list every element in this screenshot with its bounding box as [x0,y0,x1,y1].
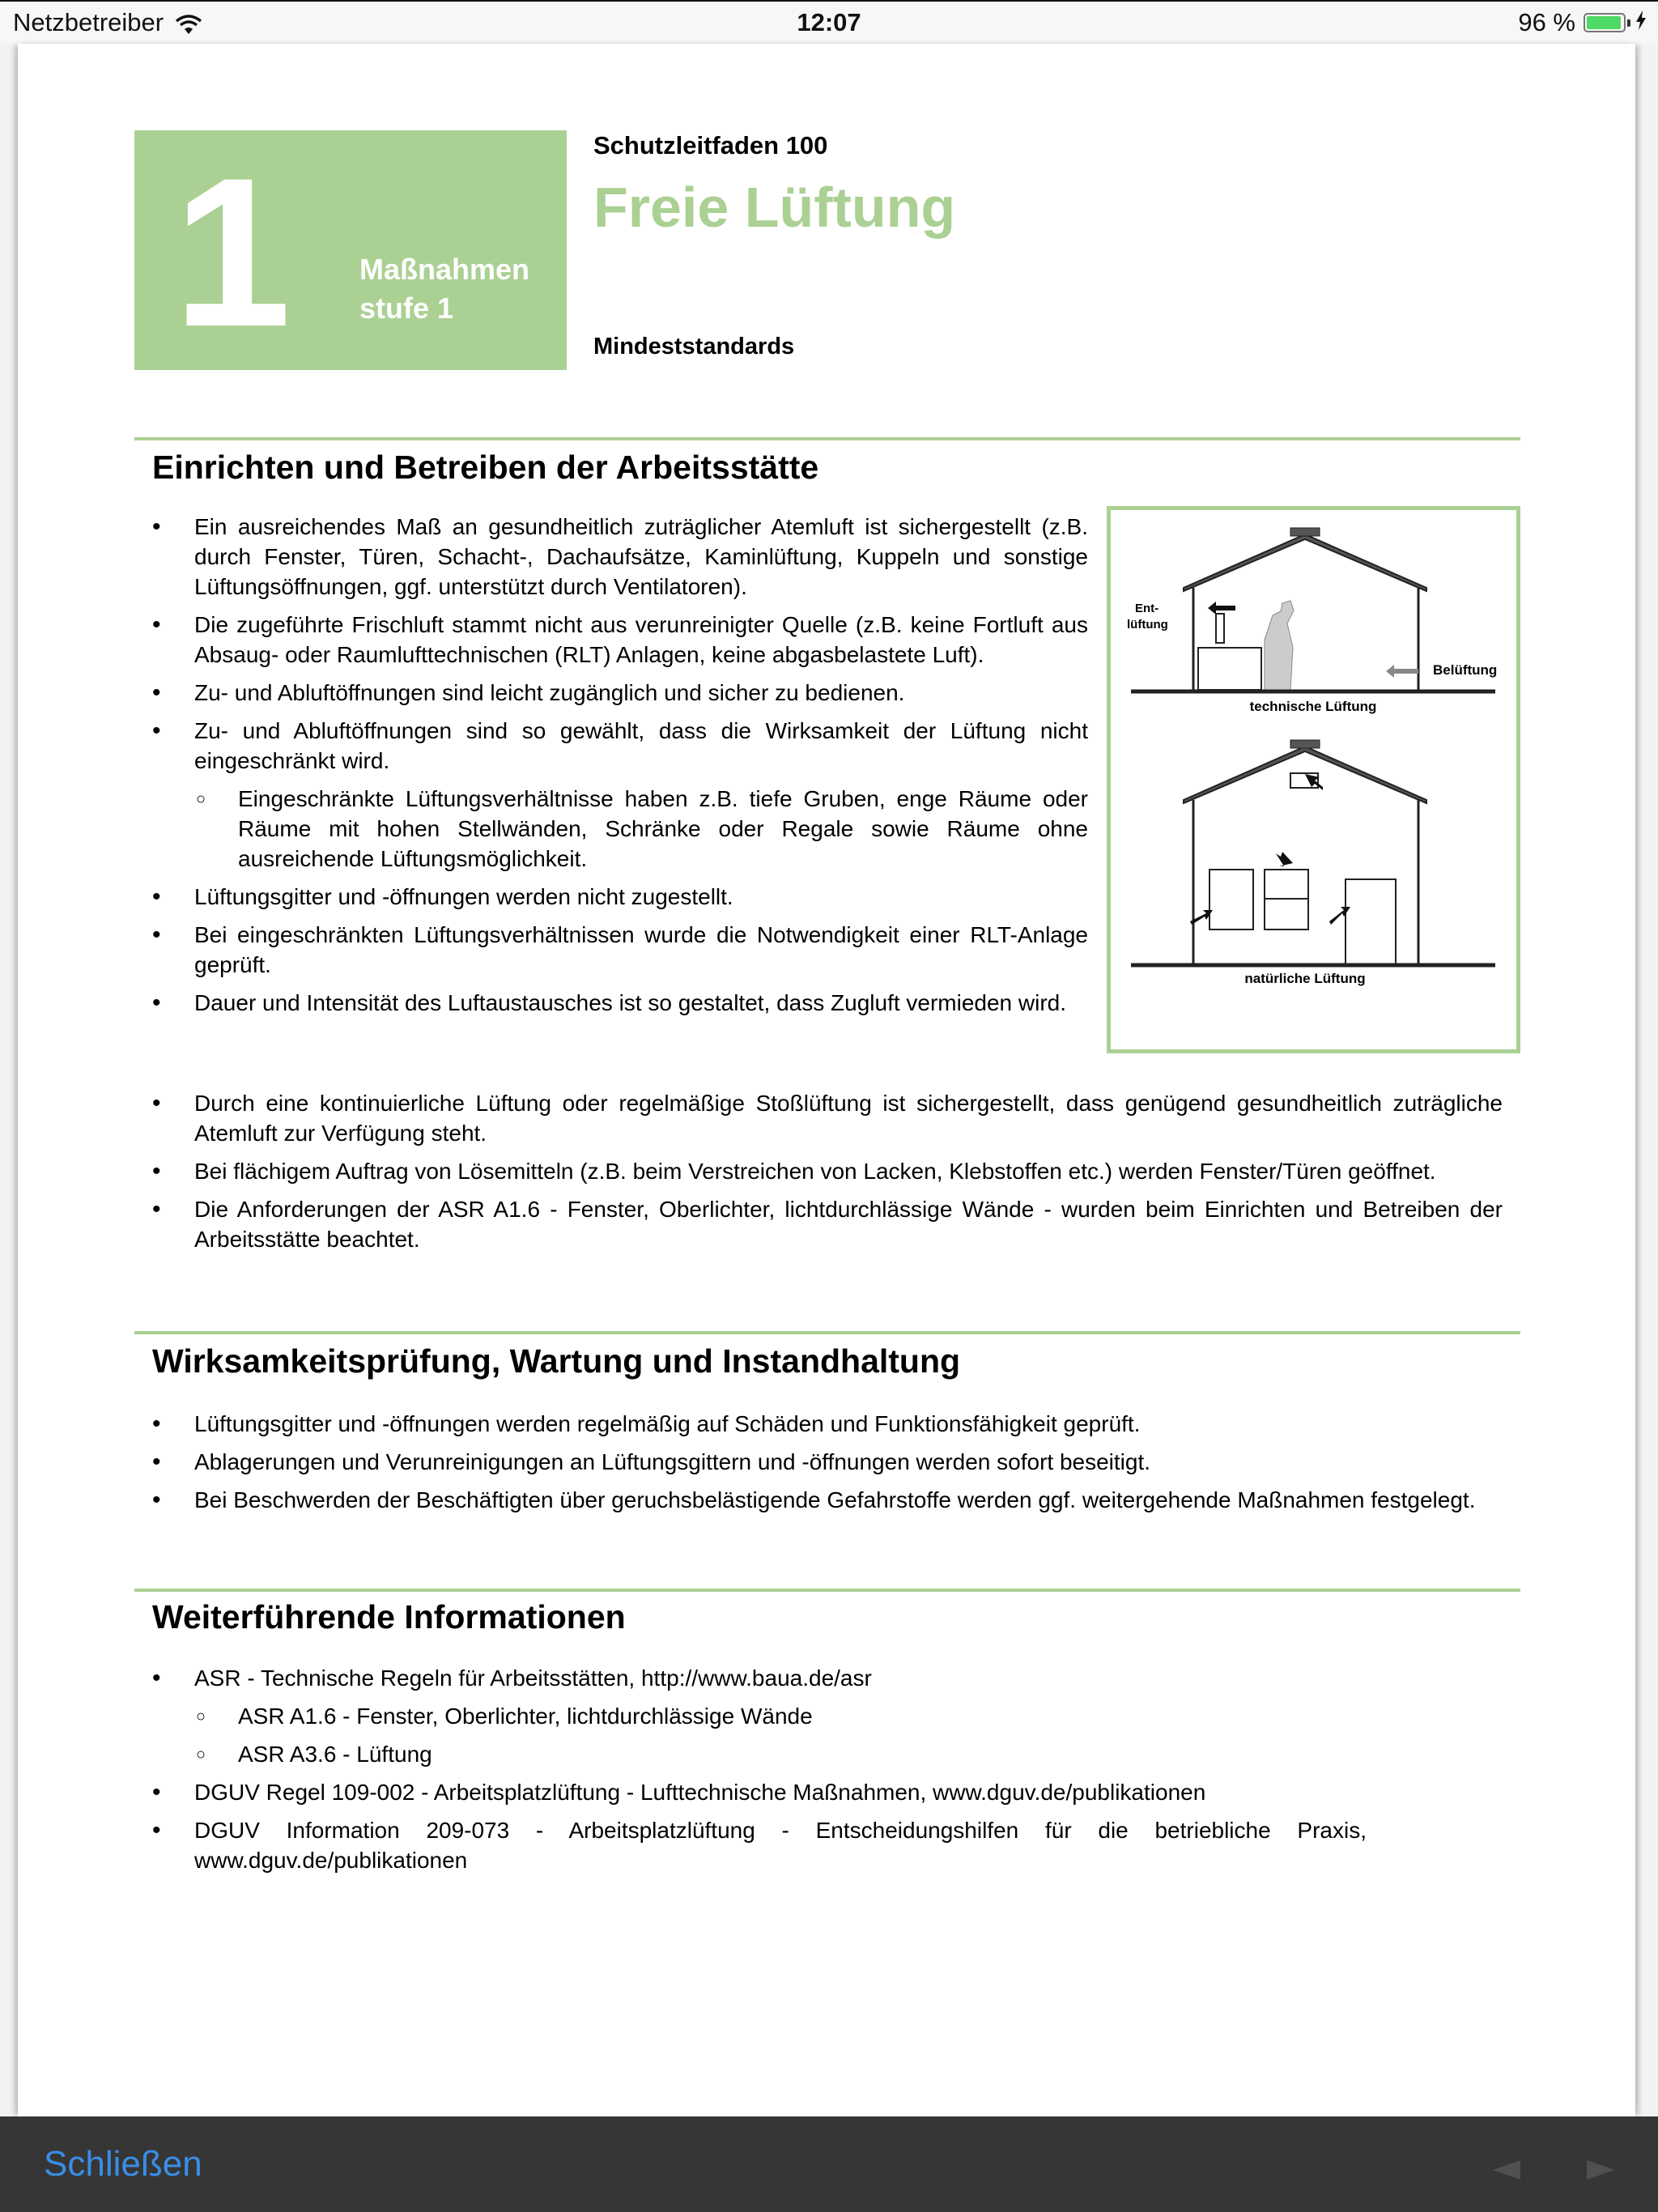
list-item: • Zu- und Abluftöffnungen sind so gewählt, dass die Wirksamkeit der Lüftung nicht eingeschränkt wird. [152,716,1088,776]
caption-natuerliche-lueftung: natürliche Lüftung [1244,971,1366,986]
sub-list-item: ○ Eingeschränkte Lüftungsverhältnisse haben z.B. tiefe Gruben, enge Räume oder Räume mit hohen Stellwänden, Schränke oder Regale sowie Räume ohne ausreichende Lüftungsmöglichkeit. [152,784,1088,874]
status-time: 12:07 [797,8,861,36]
triangle-left-icon[interactable] [1493,2160,1520,2180]
close-button[interactable]: Schließen [44,2144,202,2184]
list-item: • ASR - Technische Regeln für Arbeitsstätten, http://www.baua.de/asr [152,1663,1367,1693]
sub-list-item: ○ ASR A3.6 - Lüftung [152,1739,1367,1769]
list-item: • Bei Beschwerden der Beschäftigten über geruchsbelästigende Gefahrstoffe werden ggf. weitergehende Maßnahmen festgelegt. [152,1485,1503,1515]
section-2-list [152,1409,1503,1523]
section-divider [134,437,1520,440]
level-number: 1 [173,134,291,371]
list-item: • Ein ausreichendes Maß an gesundheitlich zuträglicher Atemluft ist sichergestellt (z.B. durch Fenster, Türen, Schacht-, Dachaufsätze, Kaminlüftung, Kuppeln und sonstige Lüftungsöffnungen, ggf. unterstützt durch Ventilatoren). [152,512,1088,602]
list-item: • Dauer und Intensität des Luftaustausches ist so gestaltet, dass Zugluft vermieden wird. [152,988,1088,1018]
list-item: • Ablagerungen und Verunreinigungen an Lüftungsgittern und -öffnungen werden sofort beseitigt. [152,1447,1503,1477]
triangle-right-icon[interactable] [1587,2160,1614,2180]
label-entlueftung-1: Ent- [1135,602,1159,615]
sub-list-item: ○ ASR A1.6 - Fenster, Oberlichter, lichtdurchlässige Wände [152,1701,1367,1731]
level-label-line2: stufe 1 [359,291,454,325]
battery-icon [1584,13,1626,32]
document-page[interactable] [18,44,1635,2116]
caption-technische-lueftung: technische Lüftung [1249,699,1377,714]
level-badge [134,130,567,370]
level-label [359,250,529,328]
list-item: • Bei eingeschränkten Lüftungsverhältnissen wurde die Notwendigkeit einer RLT-Anlage geprüft. [152,920,1088,980]
label-belueftung: Belüftung [1433,662,1498,678]
section-1-list-wrapped [152,512,1088,1026]
list-item: • DGUV Information 209-073 - Arbeitsplatzlüftung - Entscheidungshilfen für die betriebliche Praxis, www.dguv.de/publikationen [152,1815,1367,1875]
battery-tip [1627,19,1630,27]
list-item: • Die Anforderungen der ASR A1.6 - Fenster, Oberlichter, lichtdurchlässige Wände - wurden beim Einrichten und Betreiben der Arbeitsstätte beachtet. [152,1194,1503,1254]
section-heading: Weiterführende Informationen [152,1598,626,1636]
series-title: Schutzleitfaden 100 [593,131,828,160]
section-1-list-full [152,1088,1503,1262]
battery-percent: 96 % [1518,8,1575,36]
document-subtitle: Mindeststandards [593,334,795,359]
list-item: • Die zugeführte Frischluft stammt nicht aus verunreinigter Quelle (z.B. keine Fortluft aus Absaug- oder Raumlufttechnischen (RLT) Anlagen, keine abgasbelastete Luft). [152,610,1088,670]
status-right [1518,8,1647,37]
section-heading: Einrichten und Betreiben der Arbeitsstätte [152,449,819,486]
battery-fill [1587,16,1621,29]
list-item: • Durch eine kontinuierliche Lüftung oder regelmäßige Stoßlüftung ist sichergestellt, dass genügend gesundheitlich zuträgliche Atemluft zur Verfügung steht. [152,1088,1503,1148]
list-item: • DGUV Regel 109-002 - Arbeitsplatzlüftung - Lufttechnische Maßnahmen, www.dguv.de/publikationen [152,1777,1367,1807]
list-item: • Lüftungsgitter und -öffnungen werden nicht zugestellt. [152,882,1088,912]
section-divider [134,1589,1520,1592]
list-item: • Bei flächigem Auftrag von Lösemitteln (z.B. beim Verstreichen von Lacken, Klebstoffen etc.) werden Fenster/Türen geöffnet. [152,1156,1503,1186]
list-item: • Zu- und Abluftöffnungen sind leicht zugänglich und sicher zu bedienen. [152,678,1088,708]
section-heading: Wirksamkeitsprüfung, Wartung und Instandhaltung [152,1342,961,1380]
list-item: • Lüftungsgitter und -öffnungen werden regelmäßig auf Schäden und Funktionsfähigkeit geprüft. [152,1409,1503,1439]
ventilation-diagram [1111,510,1516,1049]
status-bar [0,0,1658,44]
carrier-name: Netzbetreiber [13,8,164,36]
section-divider [134,1331,1520,1334]
label-entlueftung-2: lüftung [1127,618,1168,632]
bolt-icon [1635,11,1647,36]
bottom-toolbar [0,2116,1658,2212]
level-label-line1: Maßnahmen [359,253,530,286]
section-3-list [152,1663,1367,1883]
document-title: Freie Lüftung [593,176,956,239]
ventilation-figure [1107,506,1520,1053]
natural-ventilation-house [1131,740,1495,965]
